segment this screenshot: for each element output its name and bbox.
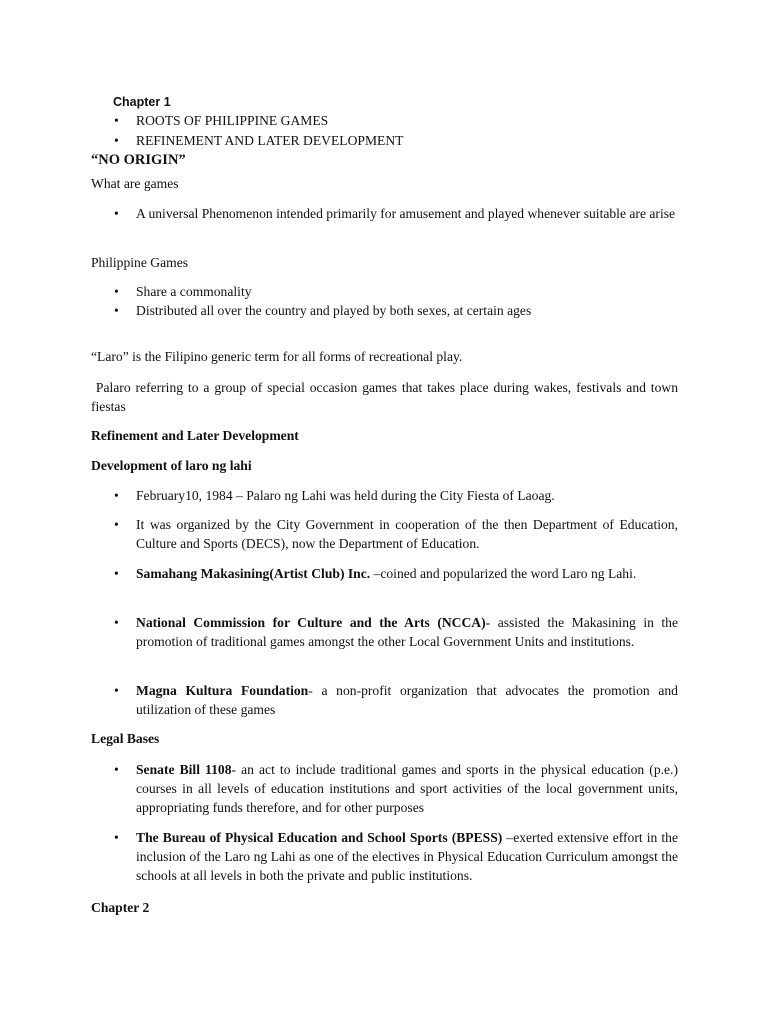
bullet: • [114,206,119,221]
chapter-1-label: Chapter 1 [113,95,171,109]
development-term: National Commission for Culture and the Arts (NCCA) [136,615,486,630]
development-description: –coined and popularized the word Laro ng Lahi. [370,566,637,581]
refinement-heading: Refinement and Later Development [91,428,299,443]
no-origin-heading: “NO ORIGIN” [91,152,186,168]
bullet: • [114,133,119,148]
development-item [136,681,678,719]
bullet: • [114,284,119,299]
development-item: It was organized by the City Government in cooperation of the then Department of Education, Culture and Sports (DECS), now the Department of Education. [136,517,678,552]
bullet: • [114,615,119,630]
legal-basis-description: - an act to include traditional games and sports in the physical education (p.e.) courses in all levels of education institutions and sport activities of the local government units, appropriating funds therefore, and for other purposes [136,762,678,816]
development-heading: Development of laro ng lahi [91,458,252,473]
legal-bases-heading: Legal Bases [91,731,160,746]
legal-basis-description: –exerted extensive effort in the inclusion of the Laro ng Lahi as one of the electives in Physical Education Curriculum amongst the schools at all levels in both the private and public institutions. [136,830,678,884]
philippine-games-heading: Philippine Games [91,255,189,270]
bullet: • [114,762,119,777]
bullet: • [114,113,119,128]
development-term: Samahang Makasining(Artist Club) Inc. [136,566,371,581]
legal-basis-item [136,760,678,818]
games-definition: A universal Phenomenon intended primarily for amusement and played whenever suitable are arise [136,206,676,221]
palaro-paragraph: Palaro referring to a group of special occasion games that takes place during wakes, festivals and town fiestas [91,380,682,415]
bullet: • [114,830,119,845]
philippine-games-point: Share a commonality [136,284,252,299]
legal-basis-item [136,828,678,886]
development-item [136,564,678,583]
bullet: • [114,488,119,503]
development-description: - a non-profit organization that advocates the promotion and utilization of these games [136,683,678,718]
games-question: What are games [91,176,179,191]
bullet: • [114,303,119,318]
development-item: February10, 1984 – Palaro ng Lahi was held during the City Fiesta of Laoag. [136,488,555,503]
bullet: • [114,566,119,581]
legal-basis-term: Senate Bill 1108 [136,762,232,777]
development-item [136,613,678,651]
laro-paragraph: “Laro” is the Filipino generic term for all forms of recreational play. [91,349,463,364]
legal-basis-term: The Bureau of Physical Education and School Sports (BPESS) [136,830,503,845]
chapter-1-topic: ROOTS OF PHILIPPINE GAMES [136,113,329,128]
bullet: • [114,683,119,698]
philippine-games-point: Distributed all over the country and played by both sexes, at certain ages [136,303,532,318]
chapter-2-heading: Chapter 2 [91,900,150,915]
bullet: • [114,517,119,532]
chapter-1-topic: REFINEMENT AND LATER DEVELOPMENT [136,133,404,148]
development-description: - assisted the Makasining in the promotion of traditional games amongst the other Local Government Units and institutions. [136,615,679,650]
development-term: Magna Kultura Foundation [136,683,309,698]
